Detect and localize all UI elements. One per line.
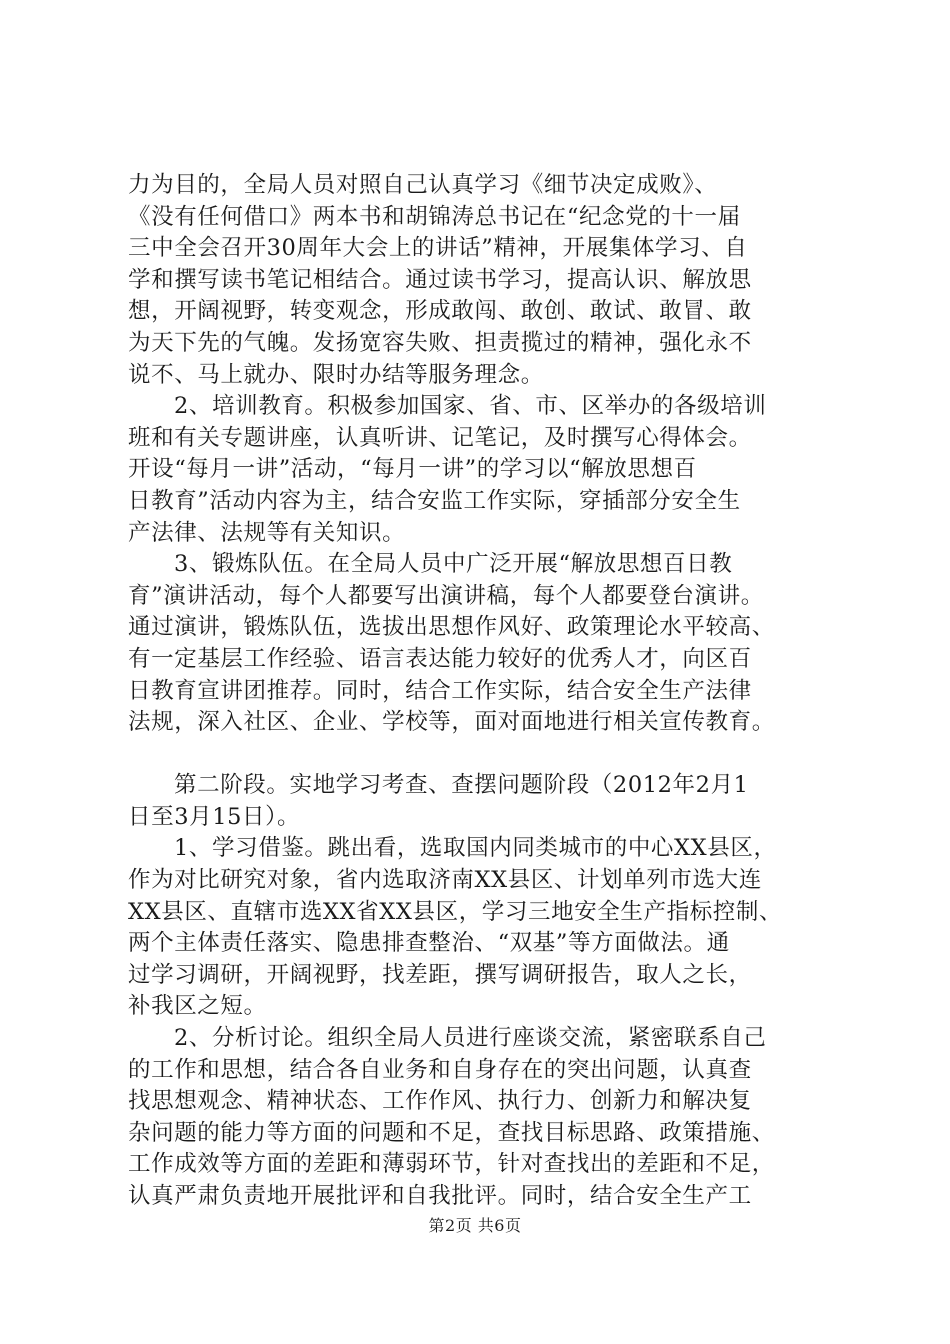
text-line: 两个主体责任落实、隐患排查整治、“双基”等方面做法。通 — [128, 930, 730, 957]
paragraph-start-line: 1、学习借鉴。跳出看，选取国内同类城市的中心XX县区， — [174, 835, 777, 862]
text-line: 通过演讲，锻炼队伍，选拔出思想作风好、政策理论水平较高、 — [128, 614, 775, 641]
paragraph-gap — [128, 739, 828, 771]
text-line: 找思想观念、精神状态、工作作风、执行力、创新力和解决复 — [128, 1088, 752, 1115]
text-line: 产法律、法规等有关知识。 — [128, 519, 406, 546]
text-line: 日教育宣讲团推荐。同时，结合工作实际，结合安全生产法律 — [128, 677, 752, 704]
text-line: 日至3月15日）。 — [128, 803, 301, 830]
text-line: 为天下先的气魄。发扬宽容失败、担责揽过的精神，强化永不 — [128, 329, 752, 356]
text-line: 有一定基层工作经验、语言表达能力较好的优秀人才，向区百 — [128, 645, 752, 672]
page-number-footer: 第2页 共6页 — [428, 1216, 522, 1235]
text-line: 说不、马上就办、限时办结等服务理念。 — [128, 361, 544, 388]
text-line: 学和撰写读书笔记相结合。通过读书学习，提高认识、解放思 — [128, 266, 752, 293]
text-line: 作为对比研究对象，省内选取济南XX县区、计划单列市选大连 — [128, 867, 762, 894]
text-line: 育”演讲活动，每个人都要写出演讲稿，每个人都要登台演讲。 — [128, 582, 764, 609]
paragraph-start-line: 2、培训教育。积极参加国家、省、市、区举办的各级培训 — [174, 393, 767, 420]
paragraph-start-line: 2、分析讨论。组织全局人员进行座谈交流，紧密联系自己 — [174, 1025, 767, 1052]
section-heading-line: 第二阶段。实地学习考查、查摆问题阶段（2012年2月1 — [174, 772, 749, 799]
text-line: XX县区、直辖市选XX省XX县区，学习三地安全生产指标控制、 — [128, 898, 783, 925]
text-line: 三中全会召开30周年大会上的讲话”精神，开展集体学习、自 — [128, 235, 748, 262]
text-line: 工作成效等方面的差距和薄弱环节，针对查找出的差距和不足， — [128, 1151, 775, 1178]
text-line: 日教育”活动内容为主，结合安监工作实际，穿插部分安全生 — [128, 487, 741, 514]
text-line: 的工作和思想，结合各自业务和自身存在的突出问题，认真查 — [128, 1056, 752, 1083]
text-line: 法规，深入社区、企业、学校等，面对面地进行相关宣传教育。 — [128, 709, 775, 736]
text-line: 《没有任何借口》两本书和胡锦涛总书记在“纪念党的十一届 — [128, 203, 741, 230]
text-line: 班和有关专题讲座，认真听讲、记笔记，及时撰写心得体会。 — [128, 424, 752, 451]
text-line: 补我区之短。 — [128, 993, 267, 1020]
text-line: 想，开阔视野，转变观念，形成敢闯、敢创、敢试、敢冒、敢 — [128, 298, 752, 325]
text-line: 开设“每月一讲”活动，“每月一讲”的学习以“解放思想百 — [128, 456, 697, 483]
text-line: 力为目的，全局人员对照自己认真学习《细节决定成败》、 — [128, 172, 718, 198]
paragraph-start-line: 3、锻炼队伍。在全局人员中广泛开展“解放思想百日教 — [174, 551, 733, 578]
text-line: 过学习调研，开阔视野，找差距，撰写调研报告，取人之长， — [128, 961, 752, 988]
text-line: 杂问题的能力等方面的问题和不足，查找目标思路、政策措施、 — [128, 1119, 775, 1146]
document-body — [128, 170, 828, 1213]
text-line: 认真严肃负责地开展批评和自我批评。同时，结合安全生产工 — [128, 1183, 752, 1209]
